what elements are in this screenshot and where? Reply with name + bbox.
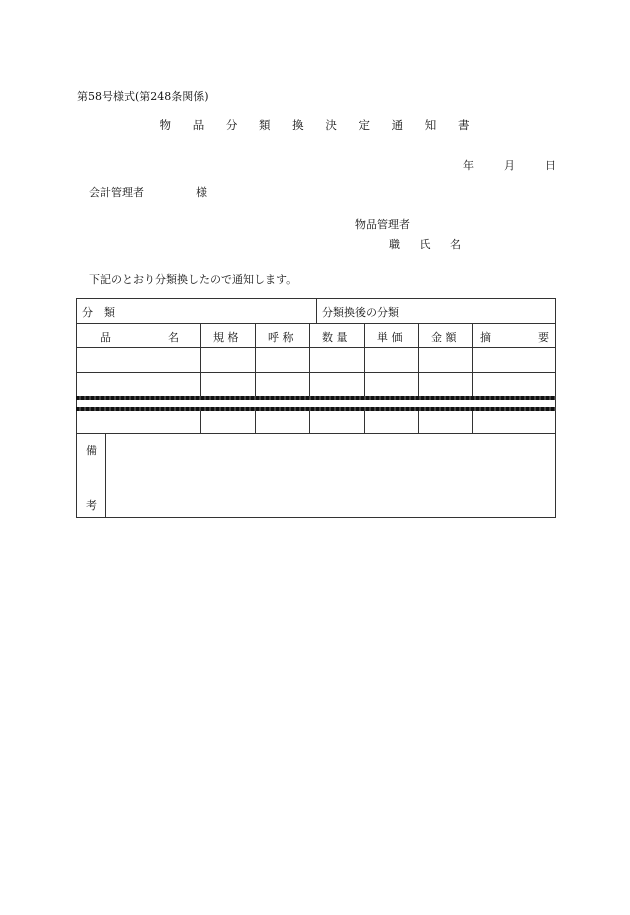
- remarks-label-2: 考: [86, 499, 97, 512]
- table-divider: [76, 433, 556, 434]
- column-divider: [309, 411, 310, 433]
- column-divider: [364, 323, 365, 396]
- intro-text: 下記のとおり分類換したので通知します。: [89, 273, 298, 286]
- column-divider: [200, 411, 201, 433]
- column-divider: [309, 323, 310, 396]
- form-number: 第58号様式(第248条関係): [77, 90, 209, 103]
- sender-title: 物品管理者: [355, 218, 410, 231]
- omission-line: [76, 396, 556, 400]
- remarks-divider: [105, 433, 106, 518]
- date-year: 年: [463, 159, 474, 172]
- column-divider: [472, 323, 473, 396]
- column-divider: [418, 323, 419, 396]
- new-classification-label: 分類換後の分類: [322, 306, 399, 319]
- date-line: [463, 157, 556, 173]
- header-spec: 規 格: [213, 331, 239, 344]
- header-amount: 金 額: [431, 331, 457, 344]
- table-divider: [76, 372, 556, 373]
- column-divider: [200, 323, 201, 396]
- recipient-name: 会計管理者: [89, 186, 144, 199]
- document-title: 物 品 分 類 換 決 定 通 知 書: [159, 118, 479, 132]
- column-divider: [255, 411, 256, 433]
- remarks-label-1: 備: [86, 444, 97, 457]
- column-divider: [255, 323, 256, 396]
- omission-line: [76, 407, 556, 411]
- column-divider: [364, 411, 365, 433]
- sender-name-label: 職 氏 名: [389, 238, 469, 251]
- table-divider: [76, 347, 556, 348]
- date-day: 日: [545, 159, 556, 172]
- header-summary-1: 摘: [480, 331, 491, 344]
- classification-label: 分 類: [82, 306, 115, 319]
- header-summary-2: 要: [538, 331, 549, 344]
- table-divider: [316, 298, 317, 323]
- column-divider: [472, 411, 473, 433]
- recipient-honorific: 様: [196, 186, 207, 199]
- table-divider: [76, 323, 556, 324]
- header-item-name-2: 名: [168, 331, 179, 344]
- column-divider: [418, 411, 419, 433]
- date-month: 月: [504, 159, 515, 172]
- header-quantity: 数 量: [322, 331, 348, 344]
- header-item-name-1: 品: [100, 331, 111, 344]
- header-unit-price: 単 価: [377, 331, 403, 344]
- header-name: 呼 称: [268, 331, 294, 344]
